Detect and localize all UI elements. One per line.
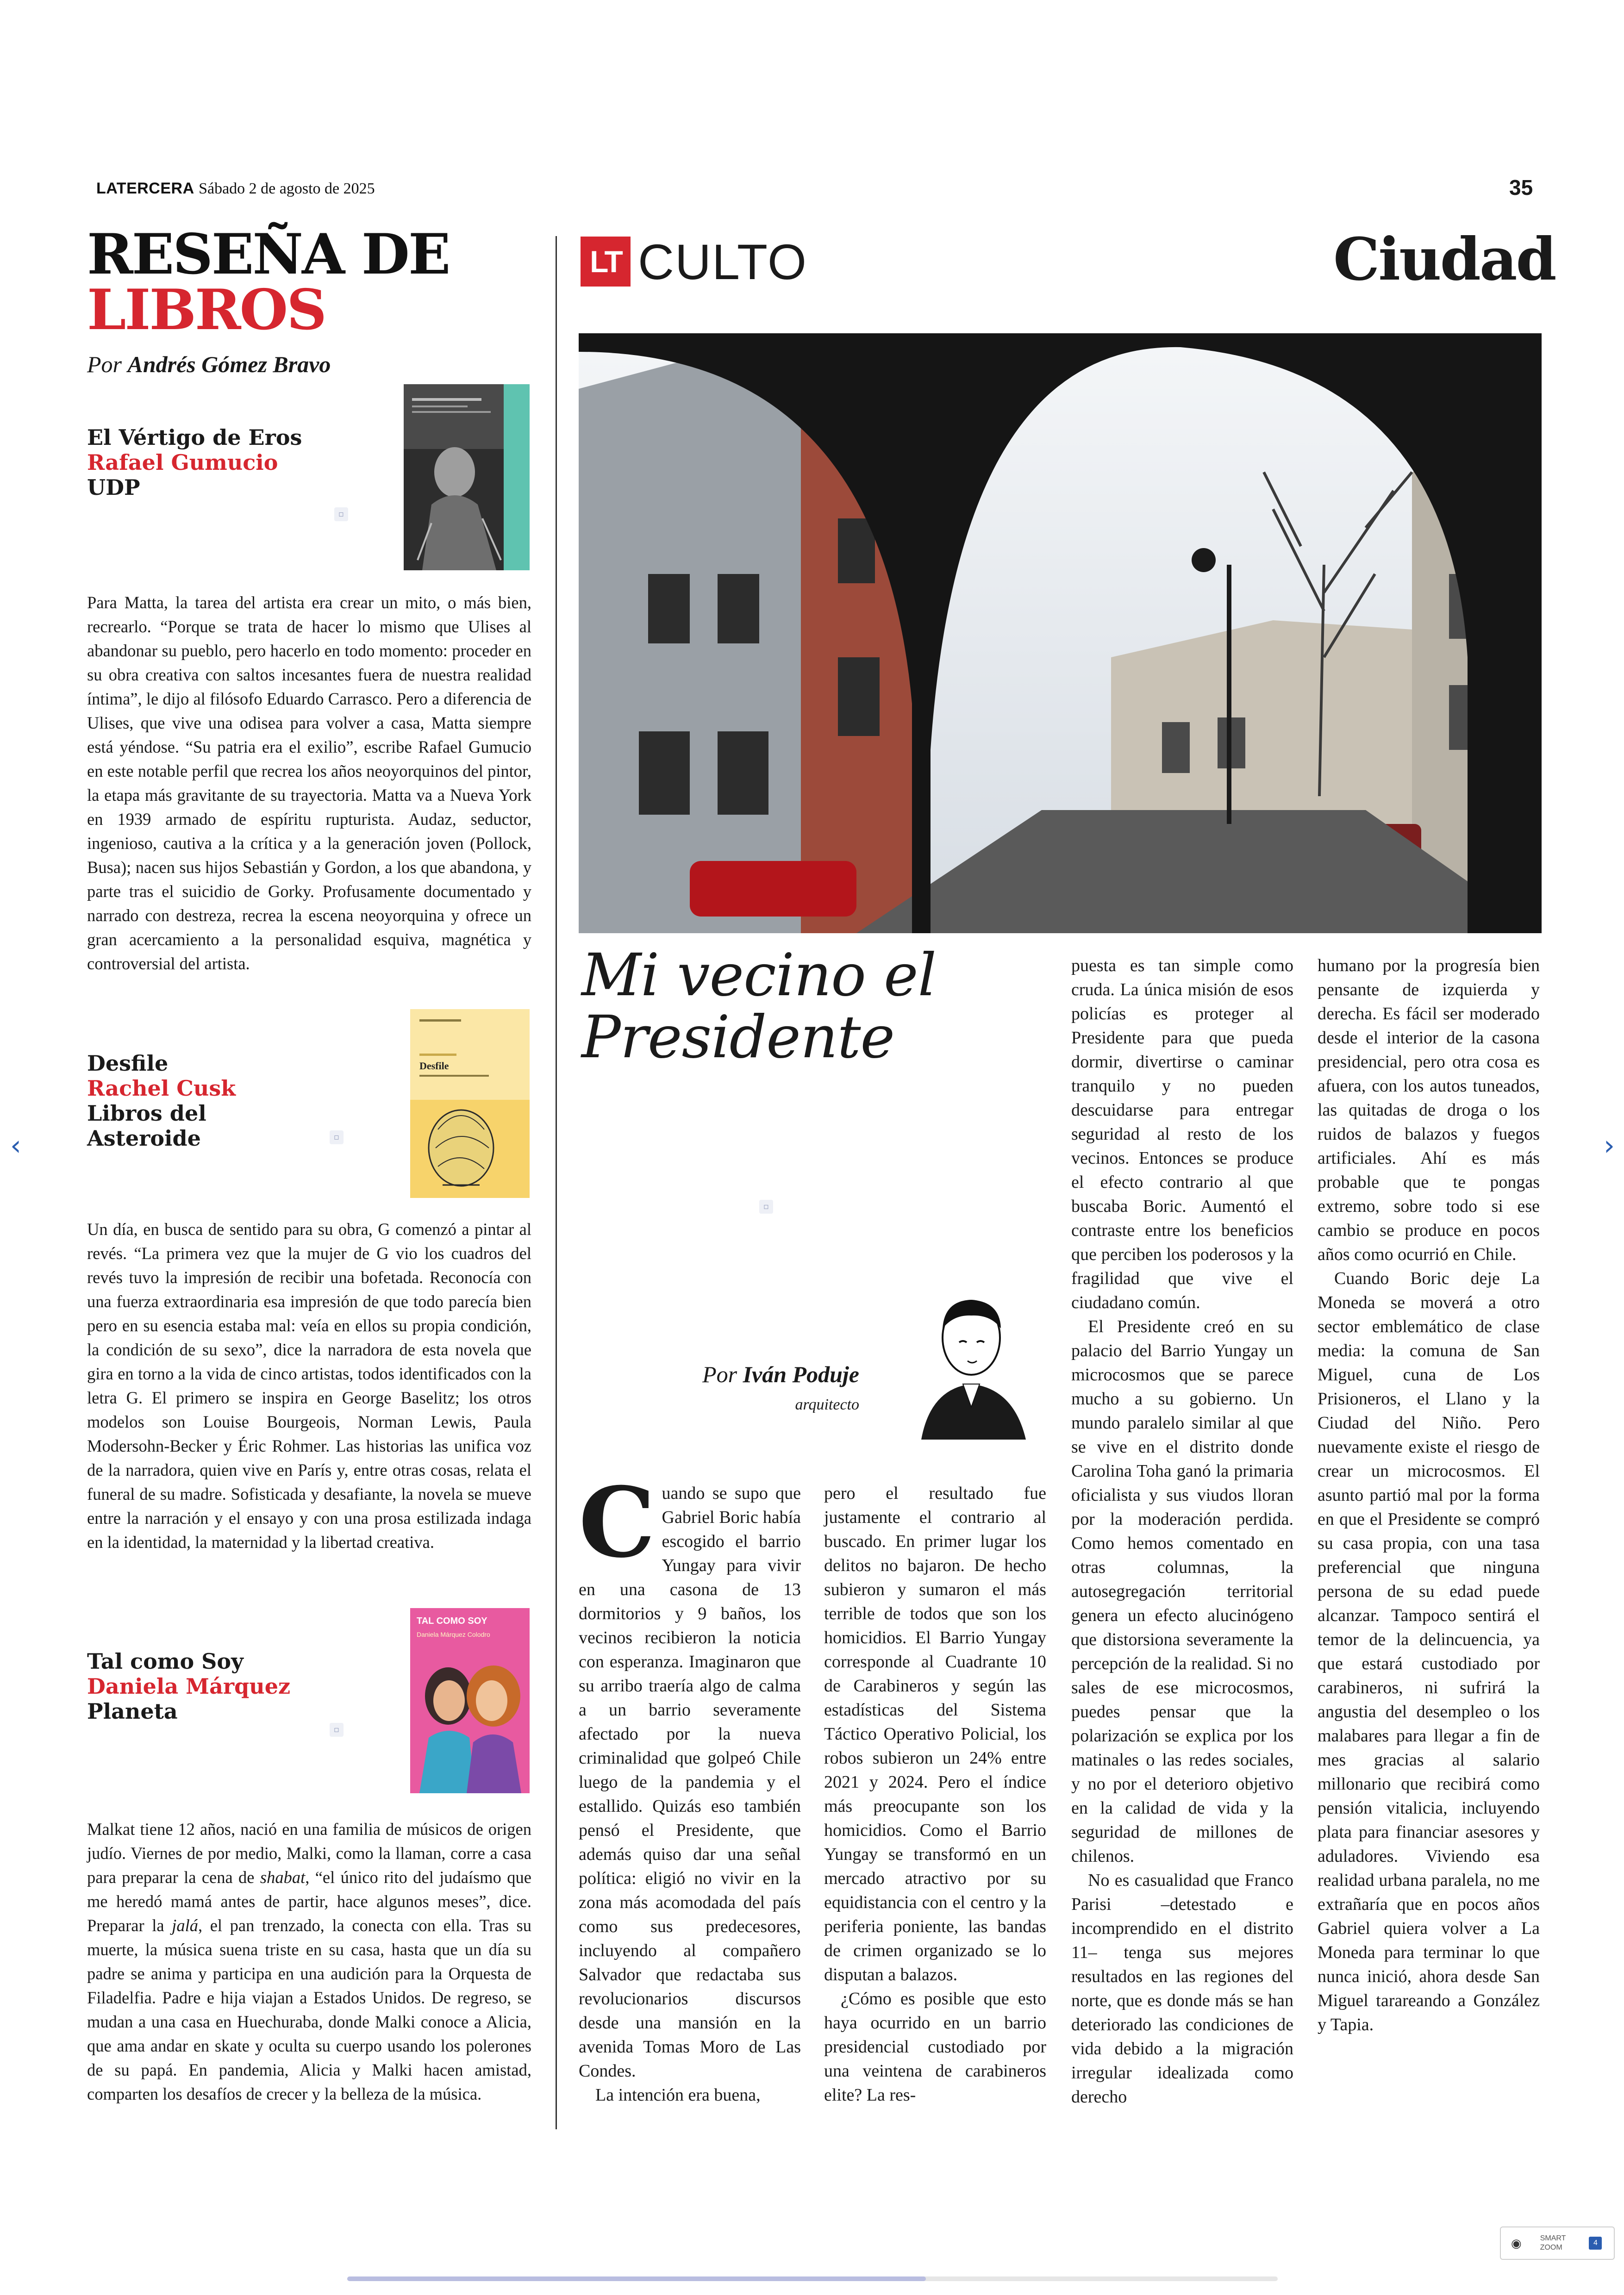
section-title: Ciudad: [1333, 225, 1555, 293]
column-divider: [556, 236, 557, 2129]
book3-cover[interactable]: [410, 1608, 530, 1793]
book3-text-part: Malkat tiene 12 años, nació en una familia de músicos de origen judío. Viernes de por medio, Malki, como la llaman, corre a casa para preparar la cena de: [87, 1820, 531, 1887]
article-author: Iván Poduje: [743, 1361, 859, 1387]
reviews-title-line1: RESEÑA DE: [87, 222, 450, 287]
article-byline: [581, 1361, 859, 1388]
book2-publisher-line2: Asteroide: [87, 1126, 201, 1151]
article-column-1: [579, 1466, 801, 2107]
article-paragraph: humano por la progresía bien pensante de izquierda y derecha. Es fácil ser moderado desde el interior de la casona presidencial, pero otra cosa es afuera, con los autos tuneados, las quitadas de droga o los ruidos de balazos y fuegos artificiales. Ahí es más probable que te pongas extremo, sobre todo si ese cambio se produce en pocos años como ocurrió en Chile.: [1318, 956, 1540, 1264]
article-paragraph: El Presidente creó en su palacio del Barrio Yungay un microcosmos que se parece mucho a su gobierno. Un mundo paralelo similar al que se vive en el distrito donde Carolina Toha ganó la primaria oficialista y sus viudos lloran por la moderación perdida. Como hemos comentado en otras columnas, la autosegregación territorial genera un efecto alucinógeno que distorsiona severamente la percepción de la realidad. Si no sales de ese microcosmos, puedes pensar que la polarización se explica por los matinales o las redes sociales, y no por el deterioro objetivo en la calidad de vida y la seguridad de millones de chilenos.: [1071, 1317, 1293, 1866]
reviewer-name: Andrés Gómez Bravo: [127, 351, 331, 377]
byline-prefix: Por: [87, 351, 122, 377]
zoom-article-icon[interactable]: ▫: [759, 1200, 773, 1214]
eye-icon: ◉: [1511, 2236, 1522, 2250]
culto-logo: [581, 233, 808, 290]
newspaper-brand: LATERCERA: [96, 180, 194, 197]
article-paragraph: La intención era buena,: [595, 2085, 761, 2105]
book2-author: Rachel Cusk: [87, 1076, 236, 1101]
book3-text-part: , “el único rito del judaísmo que me heredó mamá antes de partir, hace algunos meses”, dice. Preparar la: [87, 1868, 531, 1935]
headline-line2: Presidente: [581, 1003, 895, 1071]
book1-author: Rafael Gumucio: [87, 450, 278, 475]
author-portrait: [917, 1291, 1032, 1440]
book2-cover[interactable]: [410, 1009, 530, 1198]
book3-meta: [87, 1649, 290, 1724]
horizontal-scrollbar[interactable]: [347, 2276, 1278, 2281]
book1-title: El Vértigo de Eros: [87, 425, 302, 450]
article-column-2: [824, 1481, 1046, 2107]
smart-zoom-label-2: ZOOM: [1540, 2244, 1562, 2251]
article-column-3: [1071, 954, 1293, 2109]
book2-cover-title: Desfile: [419, 1060, 449, 1072]
headline-line1: Mi vecino el: [581, 941, 936, 1009]
book3-cover-author: Daniela Márquez Colodro: [417, 1631, 490, 1638]
book2-meta: [87, 1051, 236, 1151]
book3-review-text: [87, 1817, 531, 2106]
smart-zoom-widget[interactable]: [1500, 2226, 1615, 2260]
book3-publisher: Planeta: [87, 1699, 178, 1724]
book1-cover[interactable]: [404, 384, 530, 570]
culto-logo-word: CULTO: [638, 233, 808, 290]
book-reviews-column: [87, 222, 531, 378]
reviews-title: [87, 222, 531, 343]
book2-title: Desfile: [87, 1051, 169, 1076]
issue-date: Sábado 2 de agosto de 2025: [199, 180, 375, 197]
book3-italic-term: shabat: [260, 1868, 306, 1887]
book1-review-text: Para Matta, la tarea del artista era crear un mito, o más bien, recrearlo. “Porque se trata de hacer lo mismo que Ulises al abandonar su pueblo, pero hacerlo en todo momento: proceder en su obra creativa con saltos incesantes fuera de nuestra realidad íntima”, le dijo al filósofo Eduardo Carrasco. Pero a diferencia de Ulises, que vive una odisea para volver a casa, Matta siempre está yéndose. “Su patria era el exilio”, escribe Rafael Gumucio en este notable perfil que recrea los años neoyorquinos del pintor, la etapa más gravitante de su trayectoria. Matta va a Nueva York en 1939 armado de espíritu rupturista. Audaz, seductor, ingenioso, cautiva a la crítica y a la generación joven (Pollock, Busa); nacen sus hijos Sebastián y Gordon, a los que abandona, y parte tras el suicidio de Gorky. Profusamente documentado y narrado con destreza, recrea la escena neoyorquina y ofrece un gran acercamiento a la personalidad esquiva, magnética y controversial del artista.: [87, 593, 531, 973]
book1-publisher: UDP: [87, 475, 140, 500]
article-paragraph: puesta es tan simple como cruda. La única misión de esos policías es proteger al Presidente para que pueda dormir, divertirse o caminar tranquilo y no pueden descuidarse para entregar seguridad al resto de los vecinos. Entonces se produce el efecto contrario al que buscaba Boric. Aumentó el contraste entre los beneficios que perciben los poderosos y la fragilidad que vive el ciudadano común.: [1071, 956, 1293, 1312]
page-number: 35: [1509, 175, 1533, 200]
article-column-4: [1318, 954, 1540, 2037]
previous-page-arrow[interactable]: ‹: [10, 1129, 21, 1162]
article-paragraph: uando se supo que Gabriel Boric había escogido el barrio Yungay para vivir en una casona de 13 dormitorios y 9 baños, los vecinos recibieron la noticia con esperanza. Imaginaron que su arribo traería algo de calma a un barrio severamente afectado por la nueva criminalidad que golpeó Chile luego de la pandemia y el estallido. Quizás eso también pensó el Presidente, que además quiso dar una señal política: eligió no vivir en la zona más acomodada del país como sus predecesores, incluyendo al compañero Salvador que redactaba sus revolucionarios discursos desde una mansión en la avenida Tomas Moro de Las Condes.: [579, 1484, 801, 2081]
zoom-article-icon[interactable]: ▫: [334, 507, 348, 521]
book1-meta: [87, 425, 302, 500]
article-byline-prefix: Por: [702, 1361, 737, 1387]
book3-author: Daniela Márquez: [87, 1674, 291, 1699]
book2-review-text: Un día, en busca de sentido para su obra, G comenzó a pintar al revés. “La primera vez que la mujer de G vio los cuadros del revés tuvo la impresión de recibir una bofetada. Reconocía con una fuerza extraordinaria esa impresión de que todo parecía bien pero en su esencia estaba mal: veía en ellos su propia condición, la condición de su sexo”, dice la narradora de esta novela que gira en torno a la vida de cinco artistas, todos identificados con la letra G. El primero se inspira en George Baselitz; los otros modelos son Louise Bourgeois, Norman Lewis, Paula Modersohn-Becker y Éric Rohmer. Las historias las unifica voz de la narradora, quien vive en París y, entre otras cosas, relata el funeral de su madre. Sofisticada y desafiante, la novela se mueve entre la narración y el ensayo y con una prosa estilizada indaga en la identidad, la maternidad y la libertad creativa.: [87, 1220, 531, 1552]
author-role: arquitecto: [795, 1396, 859, 1413]
next-page-arrow[interactable]: ›: [1604, 1129, 1615, 1162]
page-header: [96, 180, 375, 198]
zoom-article-icon[interactable]: ▫: [330, 1130, 344, 1144]
article-paragraph: Cuando Boric deje La Moneda se moverá a otro sector emblemático de clase media: la comuna de San Miguel, cuna de Los Prisioneros, el Llano y la Ciudad del Niño. Pero nuevamente existe el riesgo de crear un microcosmos. El asunto partió mal por la forma en que el Presidente se compró su casa propia, con una tasa preferencial que ninguna persona de su edad puede alcanzar. Tampoco sentirá el temor de la delincuencia, ya que estará custodiado por carabineros, ni sufrirá la angustia del desempleo o los malabares para llegar a fin de mes gracias al salario millonario que recibirá como pensión vitalicia, incluyendo plata para financiar asesores y aduladores. Viviendo esa realidad urbana paralela, no me extrañaría que en pocos años Gabriel quiera volver a La Moneda para terminar lo que nunca inició, ahora desde San Miguel tarareando a González y Tapia.: [1318, 1269, 1540, 2034]
book3-text-part: , el pan trenzado, la conecta con ella. Tras su muerte, la música suena triste en su casa, hasta que un día su padre se anima y participa en una audición para la Orquesta de Filadelfia. Padre e hija viajan a Estados Unidos. De regreso, se mudan a una casa en Huechuraba, donde Malki conoce a Alicia, que ama andar en skate y oculta su cuerpo usando los polerones de su papá. En pandemia, Alicia y Malki hacen amistad, comparten los desafíos de crecer y la belleza de la música.: [87, 1916, 531, 2103]
smart-zoom-badge: 4: [1589, 2237, 1602, 2250]
book2-publisher-line1: Libros del: [87, 1101, 206, 1126]
article-paragraph: ¿Cómo es posible que esto haya ocurrido en un barrio presidencial custodiado por una veintena de carabineros elite? La res-: [824, 1989, 1046, 2105]
smart-zoom-label-1: SMART: [1540, 2234, 1566, 2242]
article-headline: [581, 941, 1044, 1071]
article-paragraph: No es casualidad que Franco Parisi –detestado e incomprendido en el distrito 11– tenga sus mejores resultados en las regiones del norte, que es donde más se han deteriorado las condiciones de vida debido a la migración irregular idealizada como derecho: [1071, 1871, 1293, 2107]
lt-logo-box: LT: [581, 237, 631, 287]
book3-italic-term: jalá: [172, 1916, 198, 1935]
article-photo[interactable]: [579, 333, 1542, 933]
scrollbar-thumb[interactable]: [347, 2276, 926, 2281]
reviews-title-line2: LIBROS: [87, 277, 325, 343]
article-paragraph: pero el resultado fue justamente el contrario al buscado. En primer lugar los delitos no bajaron. De hecho subieron y sumaron el más terrible de todos que son los homicidios. El Barrio Yungay corresponde al Cuadrante 10 de Carabineros y según las estadísticas del Sistema Táctico Operativo Policial, los robos subieron un 24% entre 2021 y 2024. Pero el índice más preocupante son los homicidios. Como el Barrio Yungay se transformó en un mercado atractivo por su equidistancia con el centro y la periferia poniente, las bandas de crimen organizado se lo disputan a balazos.: [824, 1484, 1046, 1984]
drop-cap: C: [579, 1466, 656, 1579]
book3-cover-title: TAL COMO SOY: [417, 1616, 487, 1626]
book3-title: Tal como Soy: [87, 1649, 244, 1674]
reviews-byline: [87, 351, 531, 378]
zoom-article-icon[interactable]: ▫: [330, 1723, 344, 1737]
